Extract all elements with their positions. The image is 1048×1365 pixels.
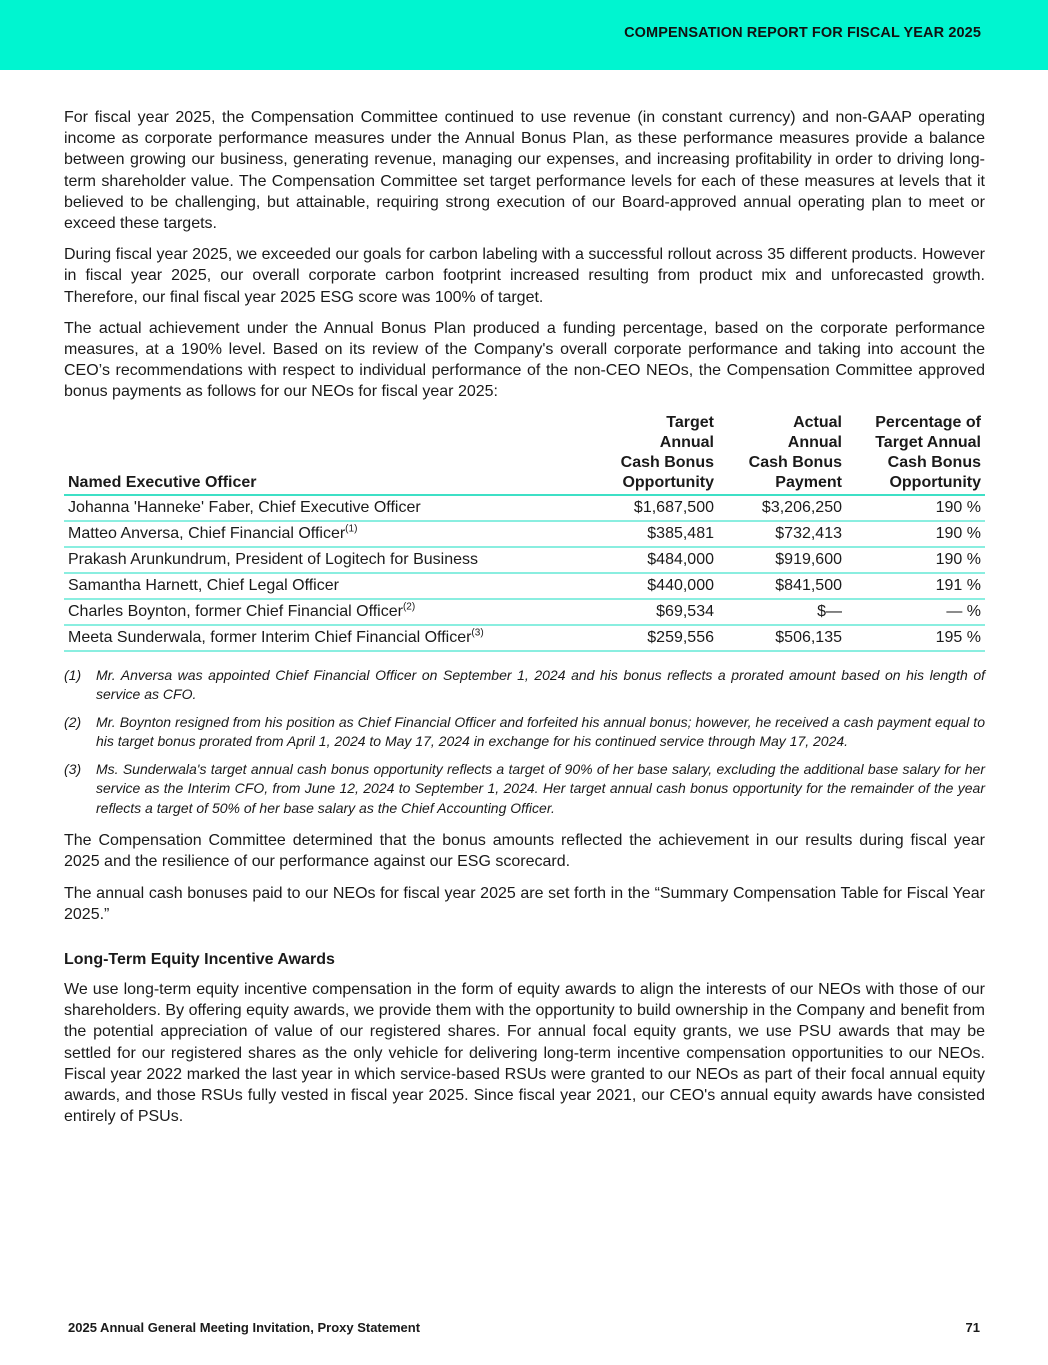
footnote-text: Mr. Anversa was appointed Chief Financial Officer on September 1, 2024 and his bonus reflects a prorated amount based on his length of service as CFO. <box>96 666 985 703</box>
actual-bonus: $841,500 <box>718 573 846 599</box>
paragraph-bonus-determination: The Compensation Committee determined that the bonus amounts reflected the achievement in our results during fiscal year 2025 and the resilience of our performance against our ESG scorecard. <box>64 832 985 871</box>
header-text: Cash Bonus <box>748 453 842 471</box>
actual-bonus: $— <box>718 599 846 625</box>
header-text: Annual <box>787 433 842 451</box>
header-target-bonus <box>604 413 718 495</box>
actual-bonus: $3,206,250 <box>718 495 846 521</box>
footnote-number: (1) <box>64 666 82 683</box>
actual-bonus: $919,600 <box>718 547 846 573</box>
actual-bonus: $732,413 <box>718 521 846 547</box>
footer-title: 2025 Annual General Meeting Invitation, Proxy Statement <box>68 1320 421 1335</box>
percentage: — % <box>846 599 985 625</box>
table-header-row <box>64 413 985 495</box>
header-actual-bonus <box>718 413 846 495</box>
header-text: Opportunity <box>622 473 714 491</box>
footnote <box>64 713 985 752</box>
page-content <box>64 107 985 1137</box>
actual-bonus: $506,135 <box>718 625 846 651</box>
target-bonus: $440,000 <box>604 573 718 599</box>
header-text: Cash Bonus <box>620 453 714 471</box>
header-percentage <box>846 413 985 495</box>
section-heading: Long-Term Equity Incentive Awards <box>64 950 335 968</box>
percentage: 190 % <box>846 495 985 521</box>
percentage: 191 % <box>846 573 985 599</box>
paragraph-achievement: The actual achievement under the Annual Bonus Plan produced a funding percentage, based on the corporate performance measures, at a 190% level. Based on its review of the Company's overall corporate performance and taking into account the CEO’s recommendations with respect to individual performance of the non-CEO NEOs, the Compensation Committee approved bonus payments as follows for our NEOs for fiscal year 2025: <box>64 319 985 401</box>
paragraph-performance-measures: For fiscal year 2025, the Compensation Committee continued to use revenue (in constant currency) and non-GAAP operating income as corporate performance measures under the Annual Bonus Plan, as these performance measures provide a balance between growing our business, generating revenue, managing our expenses, and increasing profitability in order to driving long-term shareholder value. The Compensation Committee set target performance levels for each of these measures at levels that it believed to be challenging, but attainable, requiring strong execution of our Board-approved annual operating plan to meet or exceed these targets. <box>64 109 985 233</box>
target-bonus: $385,481 <box>604 521 718 547</box>
target-bonus: $484,000 <box>604 547 718 573</box>
page-footer <box>68 1320 980 1335</box>
footnote-number: (3) <box>64 760 82 777</box>
paragraph-summary-table-reference: The annual cash bonuses paid to our NEOs for fiscal year 2025 are set forth in the “Summary Compensation Table for Fiscal Year 2025.” <box>64 884 985 923</box>
header-band <box>0 0 1048 70</box>
header-text: Actual <box>793 413 842 431</box>
footnote <box>64 760 985 819</box>
table-row <box>64 547 985 573</box>
target-bonus: $1,687,500 <box>604 495 718 521</box>
percentage: 195 % <box>846 625 985 651</box>
header-text: Annual <box>659 433 714 451</box>
officer-name: Prakash Arunkundrum, President of Logitech for Business <box>64 547 604 573</box>
page-number: 71 <box>965 1320 980 1335</box>
officer-name: Samantha Harnett, Chief Legal Officer <box>64 573 604 599</box>
footnotes <box>64 666 985 819</box>
footnote-marker: (1) <box>345 523 358 535</box>
header-text: Percentage of <box>875 413 981 431</box>
footnote-text: Ms. Sunderwala's target annual cash bonus opportunity reflects a target of 90% of her base salary, excluding the additional base salary for her service as the Interim CFO, from June 12, 2024 to September 1, 2024. Her target annual cash bonus opportunity for the remainder of the year reflects a target of 50% of her base salary as the Chief Accounting Officer. <box>96 760 985 816</box>
table-row <box>64 599 985 625</box>
footnote <box>64 666 985 705</box>
bonus-table <box>64 413 985 652</box>
header-text: Target Annual <box>875 433 981 451</box>
header-text: Opportunity <box>889 473 981 491</box>
footnote-marker: (2) <box>402 601 416 613</box>
footnote-marker: (3) <box>471 627 484 639</box>
header-named-executive-officer: Named Executive Officer <box>64 413 604 495</box>
paragraph-esg: During fiscal year 2025, we exceeded our goals for carbon labeling with a successful rollout across 35 different products. However in fiscal year 2025, our overall corporate carbon footprint increased resulting from product mix and unforecasted growth. Therefore, our final fiscal year 2025 ESG score was 100% of target. <box>64 246 985 306</box>
table-row <box>64 495 985 521</box>
table-row <box>64 521 985 547</box>
percentage: 190 % <box>846 547 985 573</box>
footnote-number: (2) <box>64 713 82 730</box>
table-row <box>64 573 985 599</box>
header-text: Payment <box>775 473 842 491</box>
percentage: 190 % <box>846 521 985 547</box>
table-row <box>64 625 985 651</box>
officer-name: Charles Boynton, former Chief Financial Officer$^{(2)}$ <box>64 599 604 625</box>
paragraph-equity-awards: We use long-term equity incentive compensation in the form of equity awards to align the interests of our NEOs with those of our shareholders. By offering equity awards, we provide them with the opportunity to build ownership in the Company and benefit from the potential appreciation of value of our registered shares. For annual focal equity grants, we use PSU awards that may be settled for our registered shares as the only vehicle for delivering long-term incentive compensation opportunities to our NEOs. Fiscal year 2022 marked the last year in which service-based RSUs were granted to our NEOs as part of their focal annual equity awards, and those RSUs fully vested in fiscal year 2025. Since fiscal year 2021, our CEO's annual equity awards have consisted entirely of PSUs. <box>64 980 985 1126</box>
header-text: Target <box>666 413 714 431</box>
target-bonus: $69,534 <box>604 599 718 625</box>
target-bonus: $259,556 <box>604 625 718 651</box>
officer-name: Meeta Sunderwala, former Interim Chief Financial Officer$^{(3)}$ <box>64 625 604 651</box>
officer-name: Johanna 'Hanneke' Faber, Chief Executive Officer <box>64 495 604 521</box>
footnote-text: Mr. Boynton resigned from his position as Chief Financial Officer and forfeited his annual bonus; however, he received a cash payment equal to his target bonus prorated from April 1, 2024 to May 17, 2024 in exchange for his continued service through May 17, 2024. <box>96 713 985 750</box>
report-title: COMPENSATION REPORT FOR FISCAL YEAR 2025 <box>624 25 981 41</box>
header-text: Cash Bonus <box>887 453 981 471</box>
officer-name: Matteo Anversa, Chief Financial Officer$^{(1)}$ <box>64 521 604 547</box>
